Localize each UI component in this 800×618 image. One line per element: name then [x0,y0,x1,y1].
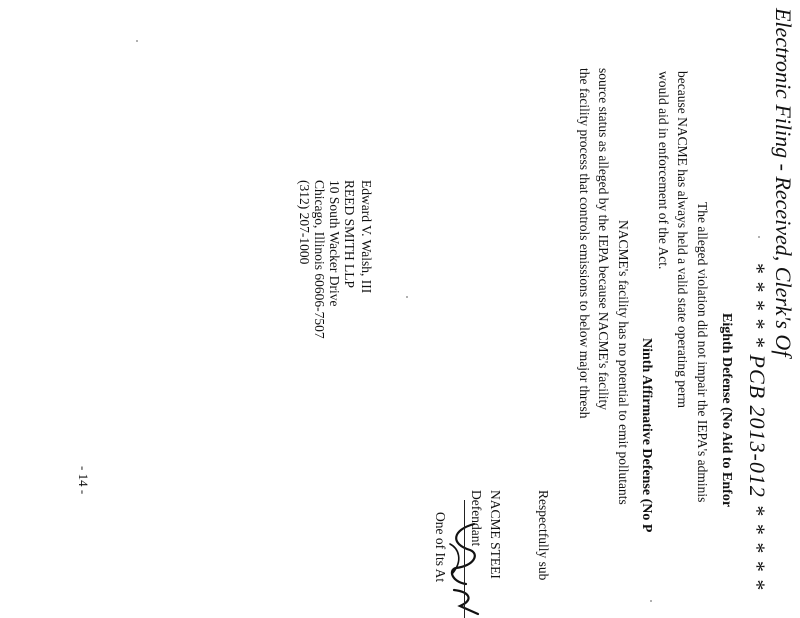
scan-speck [406,296,408,298]
attorney-address-line: Edward V. Walsh, III [359,180,374,294]
filing-stamp-line1: Electronic Filing - Received, Clerk's Of [771,8,796,357]
attorney-address-line: Chicago, Illinois 60606-7507 [312,180,327,339]
ninth-defense-line: NACME's facility has no potential to emit pollutants [616,220,631,505]
scan-speck [136,40,138,42]
eighth-defense-line: The alleged violation did not impair the IEPA's adminis [695,202,710,503]
ninth-defense-heading: Ninth Affirmative Defense (No P [639,338,654,533]
eighth-defense-heading: Eighth Defense (No Aid to Enfor [719,313,734,508]
page-number: - 14 - [76,466,91,495]
filing-stamp-line2: * * * * * PCB 2013-012 * * * * * [745,262,770,591]
ninth-defense-line: source status as alleged by the IEPA because NACME's facility [596,68,611,410]
defendant-label: Defendant [469,490,484,547]
scan-speck [758,236,760,238]
respectfully-submitted: Respectfully sub [536,490,551,581]
attorney-label: One of Its At [433,512,448,583]
signature-line [464,500,465,618]
eighth-defense-line: would aid in enforcement of the Act. [656,71,671,270]
attorney-address-line: (312) 207-1000 [297,180,312,265]
attorney-address-line: 10 South Wacker Drive [327,180,342,307]
eighth-defense-line: because NACME has always held a valid state operating perm [675,71,690,409]
ninth-defense-line: the facility process that controls emissions to below major thresh [577,68,592,419]
defendant-company: NACME STEEI [488,490,503,579]
scan-speck [650,600,652,602]
attorney-address-line: REED SMITH LLP [342,180,357,288]
